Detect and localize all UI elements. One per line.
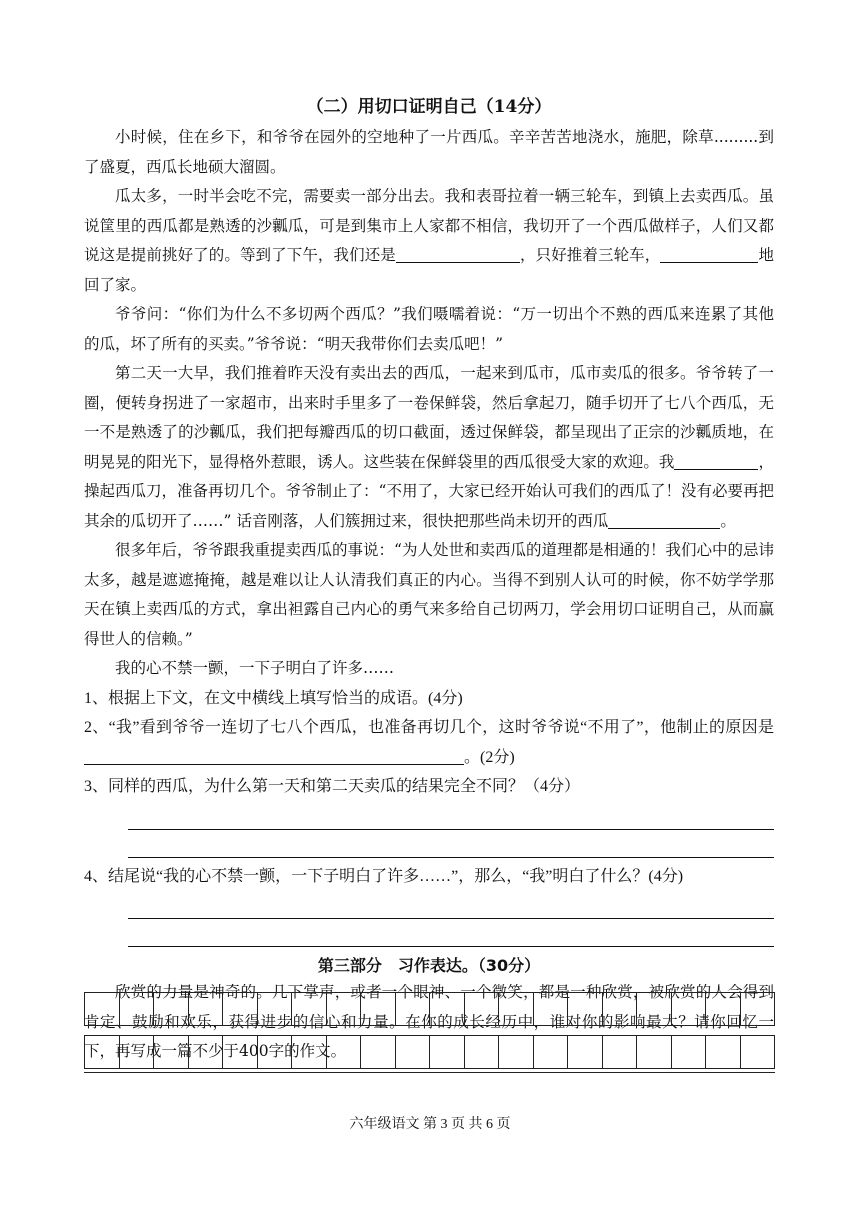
fill-blank-4[interactable]	[608, 510, 720, 529]
question-2-answer-blank[interactable]	[84, 746, 464, 765]
question-3-answer-line-1[interactable]	[128, 802, 774, 830]
question-3-answer-line-2[interactable]	[128, 830, 774, 858]
paragraph-1	[84, 123, 774, 182]
paragraph-4-text-c: 。	[720, 511, 736, 530]
composition-grid[interactable]	[84, 992, 775, 1079]
section3-title: 第三部分 习作表达。（30分）	[317, 956, 541, 975]
grid-cell[interactable]	[361, 993, 396, 1025]
grid-cell[interactable]	[258, 1036, 293, 1068]
paragraph-2	[84, 182, 774, 300]
grid-cell[interactable]	[189, 1036, 224, 1068]
grid-cell[interactable]	[706, 1036, 741, 1068]
grid-cell[interactable]	[603, 1036, 638, 1068]
grid-cell[interactable]	[396, 993, 431, 1025]
grid-cell[interactable]	[568, 1036, 603, 1068]
section2-title: （二）用切口证明自己（14分）	[306, 97, 552, 117]
question-3: 3、同样的西瓜，为什么第一天和第二天卖瓜的结果完全不同？（4分）	[84, 778, 581, 795]
paragraph-2-text-a: 瓜太多，一时半会吃不完，需要卖一部分出去。我和表哥拉着一辆三轮车，到镇上去卖西瓜。虽说筐里的西瓜都是熟透的沙瓤瓜，可是到集市上人家都不相信，我切开了一个西瓜做样子，人们又都说这是提前挑好了的。等到了下午，我们还是	[84, 187, 774, 264]
composition-grid-row[interactable]	[84, 1035, 775, 1069]
paragraph-5: 很多年后，爷爷跟我重提卖西瓜的事说：“为人处世和卖西瓜的道理都是相通的！我们心中的忌讳太多，越是遮遮掩掩，越是难以让人认清我们真正的内心。当得不到别人认可的时候，你不妨学学那天在镇上卖西瓜的方式，拿出袒露自己内心的勇气来多给自己切两刀，学会用切口证明自己，从而赢得世人的信赖。”	[84, 541, 774, 648]
grid-cell[interactable]	[154, 1036, 189, 1068]
grid-cell[interactable]	[741, 993, 775, 1025]
grid-cell[interactable]	[120, 993, 155, 1025]
grid-cell[interactable]	[499, 993, 534, 1025]
grid-cell[interactable]	[706, 993, 741, 1025]
paragraph-6: 我的心不禁一颤，一下子明白了许多……	[115, 659, 395, 677]
paragraph-2-text-b: ，只好推着三轮车，	[519, 246, 661, 264]
grid-cell[interactable]	[189, 993, 224, 1025]
fill-blank-1[interactable]	[396, 244, 520, 263]
paragraph-4	[84, 359, 774, 536]
grid-cell[interactable]	[568, 993, 603, 1025]
grid-cell[interactable]	[223, 1036, 258, 1068]
grid-cell[interactable]	[327, 993, 362, 1025]
paragraph-1-text: 小时候，住在乡下，和爷爷在园外的空地种了一片西瓜。辛辛苦苦地浇水，施肥，除草.........到了盛夏，西瓜长地硕大溜圆。	[84, 128, 774, 176]
grid-cell[interactable]	[637, 1036, 672, 1068]
question-4-answer-line-2[interactable]	[128, 919, 774, 947]
grid-cell[interactable]	[534, 1036, 569, 1068]
question-2-text: 2、“我”看到爷爷一连切了七八个西瓜，也准备再切几个，这时爷爷说“不用了”，他制止的原因是	[84, 719, 774, 736]
grid-cell[interactable]	[637, 993, 672, 1025]
grid-cell[interactable]	[465, 1036, 500, 1068]
paragraph-4-text-a: 第二天一大早，我们推着昨天没有卖出去的西瓜，一起来到瓜市，瓜市卖瓜的很多。爷爷转了一圈，便转身拐进了一家超市，出来时手里多了一卷保鲜袋，然后拿起刀，随手切开了七八个西瓜，无一不是熟透了的沙瓤瓜，我们把每瓣西瓜的切口截面，透过保鲜袋，都呈现出了正宗的沙瓤质地，在明晃晃的阳光下，显得格外惹眼，诱人。这些装在保鲜袋里的西瓜很受大家的欢迎。我	[84, 364, 774, 471]
grid-cell[interactable]	[292, 993, 327, 1025]
grid-cell[interactable]	[120, 1036, 155, 1068]
grid-cell[interactable]	[741, 1036, 775, 1068]
question-4-answer-line-1[interactable]	[128, 891, 774, 919]
grid-cell[interactable]	[223, 993, 258, 1025]
grid-cell[interactable]	[430, 1036, 465, 1068]
paragraph-2-text-c: 地回了家。	[84, 246, 774, 294]
grid-cell[interactable]	[292, 1036, 327, 1068]
composition-grid-continuation	[84, 1072, 775, 1079]
grid-cell[interactable]	[85, 1036, 120, 1068]
fill-blank-3[interactable]	[674, 451, 758, 470]
exam-page	[84, 88, 774, 1067]
grid-cell[interactable]	[603, 993, 638, 1025]
grid-cell[interactable]	[534, 993, 569, 1025]
paragraph-4-text-b: ，操起西瓜刀，准备再切几个。爷爷制止了：“不用了，大家已经开始认可我们的西瓜了！没有必要再把其余的瓜切开了……” 话音刚落，人们簇拥过来，很快把那些尚未切开的西瓜	[84, 452, 774, 530]
composition-prompt: 欣赏的力量是神奇的。几下掌声，或者一个眼神、一个微笑，都是一种欣赏，被欣赏的人会得到肯定、鼓励和欢乐，获得进步的信心和力量。在你的成长经历中，谁对你的影响最大？请你回忆一下，再写成一篇不少于400字的作文。	[84, 983, 774, 1060]
question-4: 4、结尾说“我的心不禁一颤，一下子明白了许多……”，那么，“我”明白了什么？(4分)	[84, 867, 684, 885]
grid-cell[interactable]	[154, 993, 189, 1025]
grid-cell[interactable]	[672, 1036, 707, 1068]
grid-cell[interactable]	[258, 993, 293, 1025]
composition-grid-row[interactable]	[84, 992, 775, 1026]
question-1: 1、根据上下文，在文中横线上填写恰当的成语。(4分)	[84, 689, 463, 707]
grid-cell[interactable]	[85, 993, 120, 1025]
question-2	[84, 713, 774, 772]
question-2-score: 。(2分)	[464, 748, 515, 766]
grid-cell[interactable]	[465, 993, 500, 1025]
grid-cell[interactable]	[396, 1036, 431, 1068]
paragraph-3: 爷爷问：“你们为什么不多切两个西瓜？”我们嗫嚅着说：“万一切出个不熟的西瓜来连累了其他的瓜，坏了所有的买卖。”爷爷说：“明天我带你们去卖瓜吧！”	[84, 305, 774, 353]
grid-cell[interactable]	[327, 1036, 362, 1068]
page-footer: 六年级语文 第 3 页 共 6 页	[349, 1117, 511, 1132]
grid-cell[interactable]	[672, 993, 707, 1025]
grid-cell[interactable]	[361, 1036, 396, 1068]
grid-cell[interactable]	[430, 993, 465, 1025]
fill-blank-2[interactable]	[660, 244, 758, 263]
grid-cell[interactable]	[499, 1036, 534, 1068]
